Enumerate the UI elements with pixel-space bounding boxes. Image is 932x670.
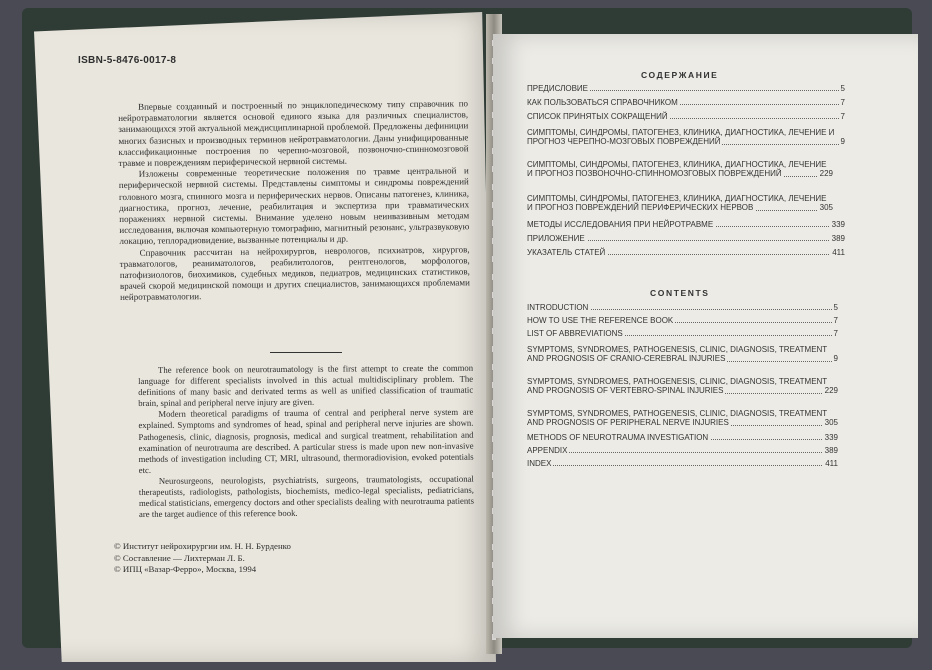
ru-toc-page: 7 — [840, 98, 845, 107]
en-toc-entry — [527, 303, 838, 312]
en-toc-page: 411 — [825, 459, 838, 468]
en-paragraph: The reference book on neurotraumatology is the first attempt to create the common language for different specialists involved in this actual multidisciplinary problem. The definitions of many basic and derivated terms as well as unified classification of traumatic brain, spinal and peripheral nerve injury are given. — [138, 362, 474, 409]
section-divider — [270, 352, 342, 353]
ru-toc-entry — [527, 84, 845, 93]
en-toc-title: SYMPTOMS, SYNDROMES, PATHOGENESIS, CLINIC, DIAGNOSIS, TREATMENT AND PROGNOSIS OF VERTEBRO-SPINAL INJURIES — [527, 377, 828, 396]
ru-toc-entry — [527, 220, 845, 229]
ru-toc-entry — [527, 98, 845, 107]
ru-toc-page: 5 — [840, 84, 845, 93]
ru-toc-title: КАК ПОЛЬЗОВАТЬСЯ СПРАВОЧНИКОМ — [527, 98, 678, 107]
en-toc-entry — [527, 409, 838, 428]
en-toc-title: INDEX — [527, 459, 552, 468]
ru-toc-page: 305 — [819, 203, 833, 213]
en-paragraph: Neurosurgeons, neurologists, psychiatrists, surgeons, traumatologists, occupational therapeutists, radiologists, pathologists, biochemists, medico-legal specialists, pediatricians, medical statisticians, emergency doctors and other specialists dealing with neurotrauma patients are the target audience of this reference book. — [138, 473, 474, 520]
ru-paragraph: Впервые созданный и построенный по энциклопедическому типу справочник по нейротравматологии является основой единого языка для различных специалистов, занимающихся этой актуальной междисциплинарной проблемой. Предложены дефиниции многих базисных и производных терминов нейротравматологии. Даны унифицированные классификационные построения по черепно-мозговой, позвоночно-спинномозговой травме и повреждениям периферической нервной системы. — [118, 98, 469, 169]
en-toc-title: SYMPTOMS, SYNDROMES, PATHOGENESIS, CLINIC, DIAGNOSIS, TREATMENT AND PROGNOSIS OF PERIPHERAL NERVE INJURIES — [527, 409, 828, 428]
ru-paragraph: Изложены современные теоретические положения по травме центральной и периферической нервной системы. Представлены симптомы и синдромы повреждений головного мозга, спинного мозга и периферических нервов. Описаны патогенез, клиника, диагностика, прогноз, лечение, реабилитация и экспертиза при травматических поражениях нервной системы. Внимание уделено новым неинвазивным методам исследования, включая компьютерную томографию, магнитный резонанс, ультразвуковую локацию, теплорадиовидение, вызванные потенциалы и др. — [118, 165, 470, 247]
en-paragraph: Modern theoretical paradigms of trauma of central and peripheral nerve system are explained. Symptoms and syndromes of head, spinal and peripheral nerve injuries are shown. Pathogenesis, clinic, diagnosis, prognosis, medical and surgical treatment, rehabilitation and examination of neurotrauma are described. A particular stress is made upon new non-invasive methods of investigation including CT, MRI, ultrasound, thermoradiovision, evoked potentials etc. — [138, 407, 474, 475]
ru-toc-heading: СОДЕРЖАНИЕ — [641, 70, 719, 80]
ru-toc-title: УКАЗАТЕЛЬ СТАТЕЙ — [527, 248, 606, 257]
credit-line: © Составление — Лихтерман Л. Б. — [114, 552, 245, 563]
ru-toc-entry — [527, 194, 833, 213]
ru-toc-title: ПРИЛОЖЕНИЕ — [527, 234, 585, 243]
isbn-number: ISBN-5-8476-0017-8 — [78, 55, 177, 66]
en-table-of-contents — [527, 303, 839, 473]
ru-toc-page: 9 — [840, 137, 845, 147]
ru-toc-entry — [527, 160, 833, 179]
en-toc-title: HOW TO USE THE REFERENCE BOOK — [527, 316, 674, 325]
en-toc-page: 5 — [833, 303, 838, 312]
en-toc-entry — [527, 446, 838, 455]
en-toc-heading: CONTENTS — [650, 288, 710, 298]
copyright-credits — [114, 541, 291, 576]
leader-dots — [527, 465, 832, 466]
ru-paragraph: Справочник рассчитан на нейрохирургов, неврологов, психиатров, хирургов, травматологов, реаниматологов, реабилитологов, рентгенологов, морфологов, патофизиологов, биохимиков, судебных медиков, педиатров, медицинских статистиков, врачей скорой медицинской помощи и других специалистов, занимающихся проблемами нейротравматологии. — [119, 243, 470, 303]
en-toc-entry — [527, 329, 838, 338]
ru-toc-title: СИМПТОМЫ, СИНДРОМЫ, ПАТОГЕНЕЗ, КЛИНИКА, ДИАГНОСТИКА, ЛЕЧЕНИЕ И ПРОГНОЗ ПОЗВОНОЧНО-СПИННОМОЗГОВЫХ ПОВРЕЖДЕНИЙ — [527, 160, 827, 179]
en-toc-entry — [527, 433, 838, 442]
en-toc-title: METHODS OF NEUROTRAUMA INVESTIGATION — [527, 433, 709, 442]
ru-table-of-contents — [527, 84, 845, 274]
credit-line: © ИПЦ «Вазар-Ферро», Москва, 1994 — [114, 564, 257, 574]
ru-toc-title: СПИСОК ПРИНЯТЫХ СОКРАЩЕНИЙ — [527, 112, 668, 121]
en-toc-page: 7 — [833, 329, 838, 338]
ru-toc-title: СИМПТОМЫ, СИНДРОМЫ, ПАТОГЕНЕЗ, КЛИНИКА, ДИАГНОСТИКА, ЛЕЧЕНИЕ И ПРОГНОЗ ЧЕРЕПНО-МОЗГОВЫХ ПОВРЕЖДЕНИЙ — [527, 128, 835, 147]
en-toc-title: LIST OF ABBREVIATIONS — [527, 329, 623, 338]
credit-line: © Институт нейрохирургии им. Н. Н. Бурденко — [114, 541, 291, 551]
en-toc-title: SYMPTOMS, SYNDROMES, PATHOGENESIS, CLINIC, DIAGNOSIS, TREATMENT AND PROGNOSIS OF CRANIO-CEREBRAL INJURIES — [527, 345, 828, 364]
en-toc-page: 339 — [824, 433, 838, 442]
en-toc-title: APPENDIX — [527, 446, 568, 455]
en-toc-page: 305 — [824, 418, 838, 428]
ru-toc-page: 339 — [831, 220, 845, 229]
en-toc-entry — [527, 345, 838, 364]
leader-dots — [527, 452, 832, 453]
ru-toc-title: МЕТОДЫ ИССЛЕДОВАНИЯ ПРИ НЕЙРОТРАВМЕ — [527, 220, 714, 229]
ru-toc-entry — [527, 128, 845, 147]
ru-toc-page: 389 — [831, 234, 845, 243]
ru-toc-page: 7 — [840, 112, 845, 121]
en-toc-page: 9 — [833, 354, 838, 364]
ru-toc-entry — [527, 248, 845, 257]
russian-abstract — [118, 98, 470, 303]
english-abstract — [138, 363, 474, 521]
ru-toc-entry — [527, 112, 845, 121]
en-toc-page: 7 — [833, 316, 838, 325]
ru-toc-page: 229 — [819, 169, 833, 179]
ru-toc-entry — [527, 234, 845, 243]
ru-toc-page: 411 — [832, 248, 845, 257]
en-toc-entry — [527, 377, 838, 396]
en-toc-page: 389 — [824, 446, 838, 455]
en-toc-page: 229 — [824, 386, 838, 396]
en-toc-title: INTRODUCTION — [527, 303, 589, 312]
ru-toc-title: ПРЕДИСЛОВИЕ — [527, 84, 588, 93]
en-toc-entry — [527, 316, 838, 325]
en-toc-entry — [527, 459, 838, 468]
ru-toc-title: СИМПТОМЫ, СИНДРОМЫ, ПАТОГЕНЕЗ, КЛИНИКА, ДИАГНОСТИКА, ЛЕЧЕНИЕ И ПРОГНОЗ ПОВРЕЖДЕНИЙ ПЕРИФЕРИЧЕСКИХ НЕРВОВ — [527, 194, 827, 213]
